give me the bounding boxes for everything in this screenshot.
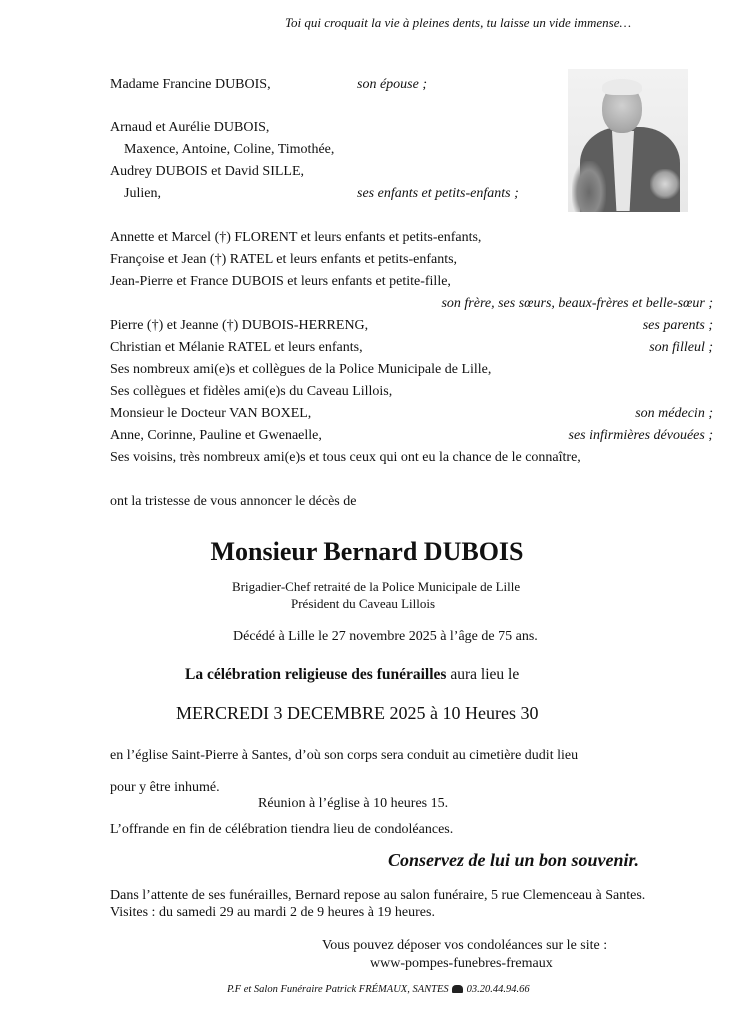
visiting-hours: Visites : du samedi 29 au mardi 2 de 9 heures à 19 heures. <box>110 905 435 920</box>
family-member-name: Jean-Pierre et France DUBOIS et leurs enfants et petite-fille, <box>110 274 451 289</box>
deceased-title-2: Président du Caveau Lillois <box>291 596 436 611</box>
burial-note: pour y être inhumé. <box>110 780 220 795</box>
souvenir-message: Conservez de lui un bon souvenir. <box>388 850 640 870</box>
footer-phone[interactable]: 03.20.44.94.66 <box>466 984 530 995</box>
family-relation: son filleul ; <box>649 340 713 355</box>
family-member-name: Ses nombreux ami(e)s et collègues de la Police Municipale de Lille, <box>110 362 492 377</box>
family-relation: son médecin ; <box>635 406 713 421</box>
photo-plant <box>572 161 606 212</box>
family-member-name: Ses voisins, très nombreux ami(e)s et tous ceux qui ont eu la chance de le connaître, <box>110 450 581 465</box>
meeting-time: Réunion à l’église à 10 heures 15. <box>258 796 449 811</box>
family-member-name: Françoise et Jean (†) RATEL et leurs enfants et petits-enfants, <box>110 252 458 267</box>
family-member-name: Arnaud et Aurélie DUBOIS, <box>110 120 270 135</box>
deceased-title-1: Brigadier-Chef retraité de la Police Municipale de Lille <box>232 579 521 594</box>
ceremony-announcement <box>185 667 519 683</box>
telephone-icon <box>452 985 463 993</box>
family-member-name: Ses collègues et fidèles ami(e)s du Caveau Lillois, <box>110 384 393 399</box>
announcement: ont la tristesse de vous annoncer le décès de <box>110 494 357 509</box>
family-member-name: Christian et Mélanie RATEL et leurs enfants, <box>110 340 363 355</box>
epigraph: Toi qui croquait la vie à pleines dents, tu laisse un vide immense… <box>285 15 632 30</box>
family-member-name: Julien, <box>124 186 161 201</box>
ceremony-date: MERCREDI 3 DECEMBRE 2025 à 10 Heures 30 <box>176 703 539 723</box>
deceased-name: Monsieur Bernard DUBOIS <box>210 537 524 566</box>
condolences-website[interactable]: www-pompes-funebres-fremaux <box>370 956 553 971</box>
ceremony-place: en l’église Saint-Pierre à Santes, d’où son corps sera conduit au cimetière dudit lieu <box>110 748 579 763</box>
photo-flower <box>650 169 680 199</box>
family-relation: son épouse ; <box>357 77 427 92</box>
footer <box>227 985 530 996</box>
family-member-name: Anne, Corinne, Pauline et Gwenaelle, <box>110 428 322 443</box>
death-details: Décédé à Lille le 27 novembre 2025 à l’âge de 75 ans. <box>233 629 538 644</box>
family-relation: son frère, ses sœurs, beaux-frères et belle-sœur ; <box>441 296 713 311</box>
portrait-photo <box>568 69 688 212</box>
ceremony-bold: La célébration religieuse des funérailles <box>185 666 447 683</box>
family-member-name: Pierre (†) et Jeanne (†) DUBOIS-HERRENG, <box>110 318 369 333</box>
photo-hair <box>602 79 642 95</box>
family-member-name: Audrey DUBOIS et David SILLE, <box>110 164 305 179</box>
footer-company: P.F et Salon Funéraire Patrick FRÉMAUX, SANTES <box>227 984 449 995</box>
offering-note: L’offrande en fin de célébration tiendra lieu de condoléances. <box>110 822 454 837</box>
wake-location: Dans l’attente de ses funérailles, Bernard repose au salon funéraire, 5 rue Clemenceau à Santes. <box>110 888 646 903</box>
family-member-name: Annette et Marcel (†) FLORENT et leurs enfants et petits-enfants, <box>110 230 482 245</box>
family-member-name: Monsieur le Docteur VAN BOXEL, <box>110 406 312 421</box>
family-relation: ses parents ; <box>642 318 713 333</box>
condolences-note: Vous pouvez déposer vos condoléances sur le site : <box>322 938 608 953</box>
family-relation: ses enfants et petits-enfants ; <box>357 186 519 201</box>
family-member-name: Madame Francine DUBOIS, <box>110 77 271 92</box>
ceremony-rest: aura lieu le <box>446 666 520 683</box>
family-member-name: Maxence, Antoine, Coline, Timothée, <box>124 142 335 157</box>
family-relation: ses infirmières dévouées ; <box>568 428 713 443</box>
